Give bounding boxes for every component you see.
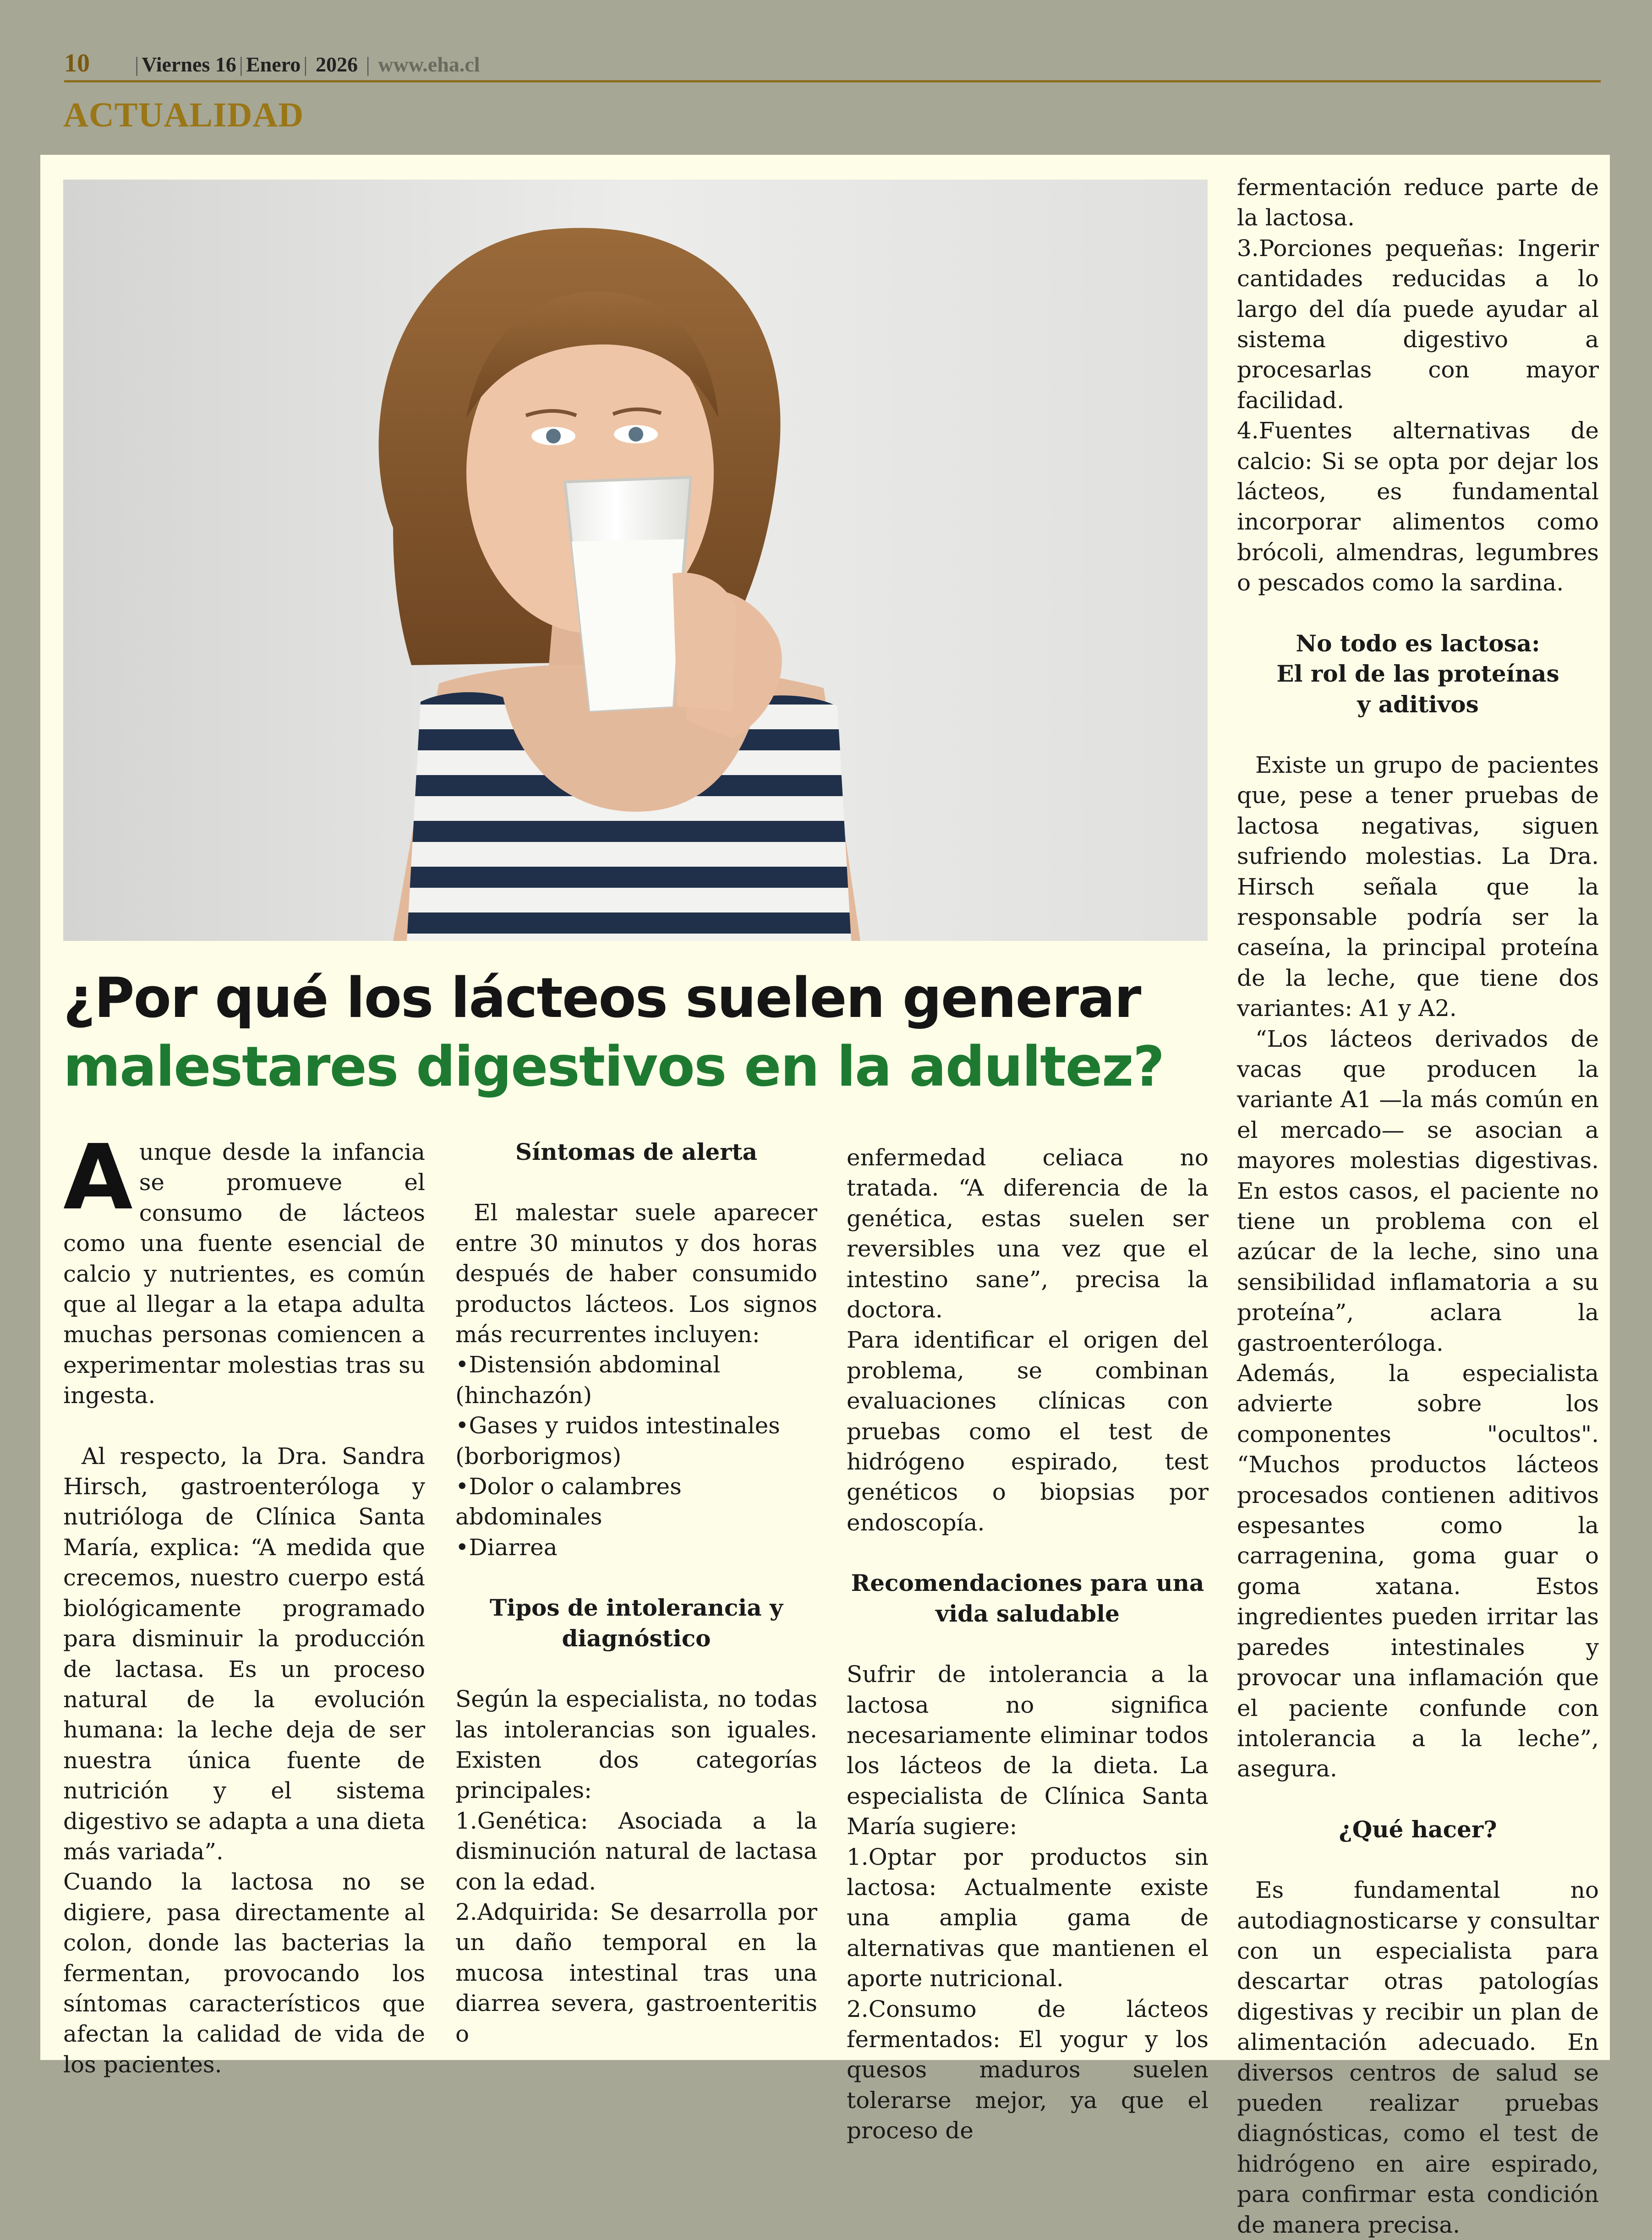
article-headline <box>63 964 1209 1102</box>
subheading-proteins-2: El rol de las proteínas <box>1276 660 1559 688</box>
paragraph: Al respecto, la Dra. Sandra Hirsch, gastroenteróloga y nutrióloga de Clínica Santa María, explica: “A medida que crecemos, nuestro cuerpo está biológicamente programado para disminuir la producción de lactasa. Es un proceso natural de la evolución humana: la leche deja de ser nuestra única fuente de nutrición y el sistema digestivo se adapta a una dieta más variada”. <box>63 1442 425 1865</box>
list-item: 1.Genética: Asociada a la disminución natural de lactasa con la edad. <box>455 1807 817 1895</box>
drop-cap: A <box>63 1125 133 1230</box>
section-title: ACTUALIDAD <box>63 96 304 134</box>
article-column-1 <box>63 1125 425 2080</box>
list-item: 1.Optar por productos sin lactosa: Actualmente existe una amplia gama de alternativas que mantienen el aporte nutricional. <box>847 1843 1209 1992</box>
list-item: 3.Porciones pequeñas: Ingerir cantidades reducidas a lo largo del día puede ayudar al sistema digestivo a procesarlas con mayor facilidad. <box>1237 235 1599 414</box>
paragraph: Es fundamental no autodiagnosticarse y consultar con un especialista para descartar otras patologías digestivas y recibir un plan de alimentación adecuado. En diversos centros de salud se pueden realizar pruebas diagnósticas, como el test de hidrógeno en aire espirado, para confirmar esta condición de manera precisa. <box>1237 1877 1599 2238</box>
subheading-recommendations: Recomendaciones para una vida saludable <box>851 1569 1204 1627</box>
subheading-symptoms: Síntomas de alerta <box>515 1138 757 1165</box>
issue-month: Enero <box>246 53 301 76</box>
paragraph: Sufrir de intolerancia a la lactosa no significa necesariamente eliminar todos los lácteos de la dieta. La especialista de Clínica Santa María sugiere: <box>847 1661 1209 1840</box>
paragraph: Según la especialista, no todas las intolerancias son iguales. Existen dos categorías principales: <box>455 1686 817 1804</box>
paragraph: Cuando la lactosa no se digiere, pasa directamente al colon, donde las bacterias la fermentan, provocando los síntomas característicos que afectan la calidad de vida de los pacientes. <box>63 1868 425 2078</box>
website-link[interactable]: www.eha.cl <box>378 53 480 76</box>
paragraph: fermentación reduce parte de la lactosa. <box>1237 174 1599 231</box>
list-item: 2.Consumo de lácteos fermentados: El yogur y los quesos maduros suelen tolerarse mejor, ya que el proceso de <box>847 1995 1209 2144</box>
subheading-proteins-3: y aditivos <box>1357 690 1479 718</box>
subheading-what-to-do: ¿Qué hacer? <box>1339 1815 1497 1843</box>
paragraph: enfermedad celiaca no tratada. “A diferencia de la genética, estas suelen ser reversibles una vez que el intestino sane”, precisa la doctora. <box>847 1144 1209 1323</box>
list-item: 2.Adquirida: Se desarrolla por un daño temporal en la mucosa intestinal tras una diarrea severa, gastroenteritis o <box>455 1898 817 2047</box>
issue-year: 2026 <box>315 53 358 76</box>
headline-line-2: malestares digestivos en la adultez? <box>63 1035 1164 1099</box>
bullet-item: •Dolor o calambres abdominales <box>455 1473 682 1530</box>
subheading-proteins-1: No todo es lactosa: <box>1296 629 1540 657</box>
paragraph: Existe un grupo de pacientes que, pese a tener pruebas de lactosa negativas, siguen sufriendo molestias. La Dra. Hirsch señala que la responsable podría ser la caseína, la principal proteína de la leche, que tiene dos variantes: A1 y A2. <box>1237 751 1599 1022</box>
headline-line-1: ¿Por qué los lácteos suelen generar <box>63 967 1141 1030</box>
subheading-types: Tipos de intolerancia y diagnóstico <box>489 1594 783 1652</box>
issue-day: Viernes 16 <box>142 53 236 76</box>
intro-text: unque desde la infancia se promueve el consumo de lácteos como una fuente esencial de calcio y nutrientes, es común que al llegar a la etapa adulta muchas personas comiencen a experimentar molestias tras su ingesta. <box>63 1139 425 1409</box>
article-column-2 <box>455 1137 817 2049</box>
article-column-4 <box>1237 172 1599 2240</box>
intro-paragraph <box>63 1125 425 1411</box>
issue-date: | Viernes 16 | Enero | 2026 | www.eha.cl <box>135 53 480 76</box>
bullet-item: •Gases y ruidos intestinales (borborigmos) <box>455 1412 780 1470</box>
bullet-item: •Diarrea <box>455 1534 558 1561</box>
paragraph: Para identificar el origen del problema, se combinan evaluaciones clínicas con pruebas como el test de hidrógeno espirado, test genéticos o biopsias por endoscopía. <box>847 1327 1209 1536</box>
woman-drinking-milk-photo <box>63 180 1208 941</box>
quote-paragraph: “Los lácteos derivados de vacas que producen la variante A1 —la más común en el mercado— se asocian a mayores molestias digestivas. En estos casos, el paciente no tiene un problema con el azúcar de la leche, sino una sensibilidad inflamatoria a su proteína”, aclara la gastroenteróloga. <box>1237 1025 1599 1356</box>
bullet-item: •Distensión abdominal (hinchazón) <box>455 1351 721 1409</box>
page-header <box>64 49 1601 82</box>
list-item: 4.Fuentes alternativas de calcio: Si se opta por dejar los lácteos, es fundamental incorporar alimentos como brócoli, almendras, legumbres o pescados como la sardina. <box>1237 417 1599 596</box>
page-number: 10 <box>64 49 90 77</box>
article-column-3 <box>847 1142 1209 2146</box>
paragraph: El malestar suele aparecer entre 30 minutos y dos horas después de haber consumido productos lácteos. Los signos más recurrentes incluyen: <box>455 1199 817 1348</box>
header-rule <box>64 80 1601 82</box>
paragraph: Además, la especialista advierte sobre los componentes "ocultos". “Muchos productos lácteos procesados contienen aditivos espesantes como la carragenina, goma guar o goma xatana. Estos ingredientes pueden irritar las paredes intestinales y provocar una inflamación que el paciente confunde con intolerancia a la leche”, asegura. <box>1237 1360 1599 1782</box>
